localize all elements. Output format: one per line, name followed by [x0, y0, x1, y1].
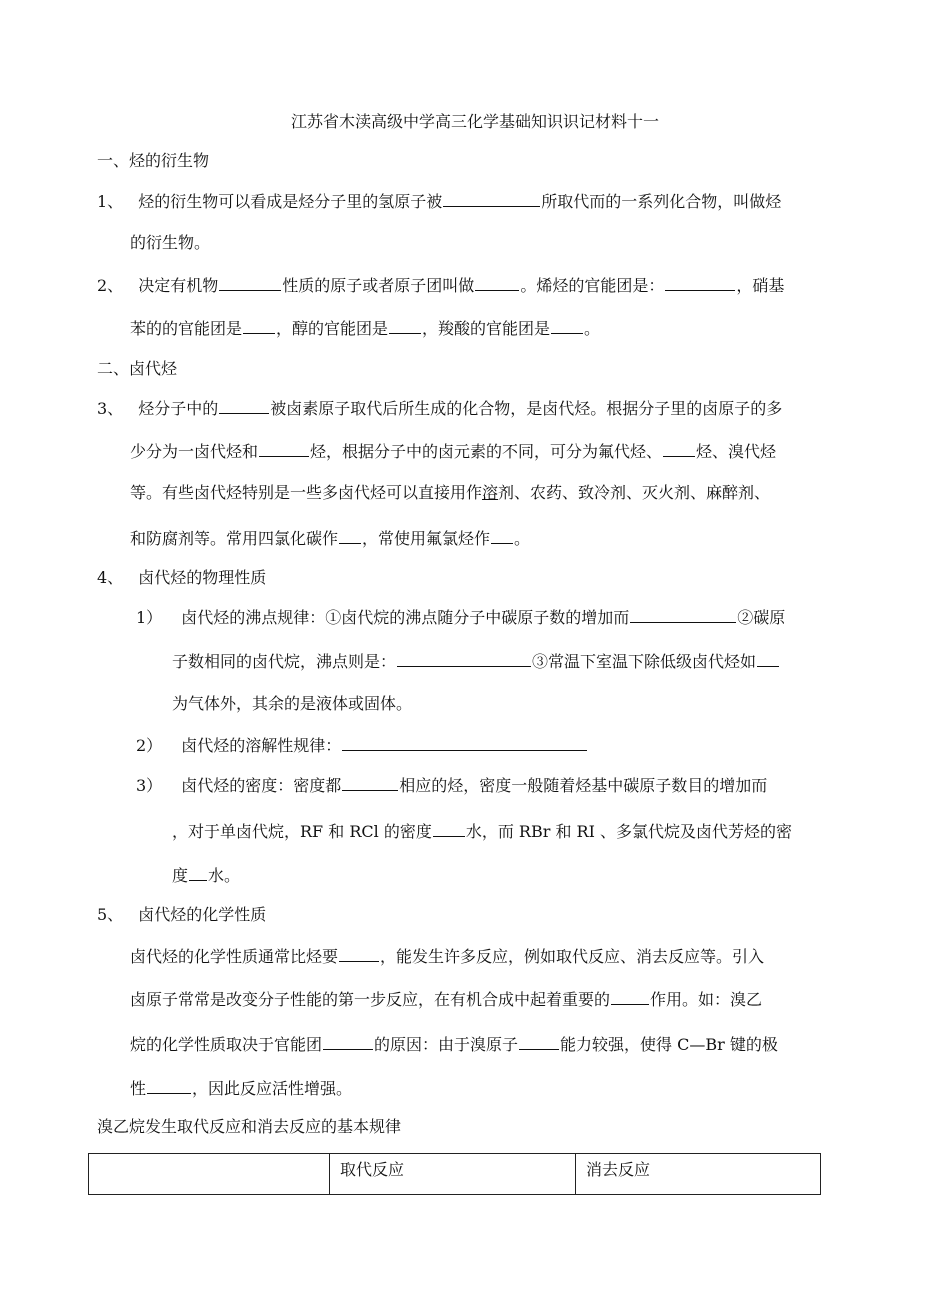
question-4-number: 4、	[97, 568, 124, 587]
table-caption: 溴乙烷发生取代反应和消去反应的基本规律	[97, 1117, 402, 1136]
question-4-2-line-1: 2） 卤代烃的溶解性规律：	[136, 734, 588, 756]
blank[interactable]	[219, 397, 269, 414]
question-2-line-1: 2、 决定有机物 性质的原子或者原子团叫做 。烯烃的官能团是： ，硝基	[97, 276, 785, 295]
section-heading-haloalkanes: 二、卤代烃	[97, 359, 178, 378]
blank[interactable]	[433, 820, 465, 837]
question-2-line-2: 苯的的官能团是 ，醇的官能团是 ，羧酸的官能团是 。	[130, 319, 601, 338]
blank[interactable]	[663, 440, 695, 457]
question-5-heading: 5、 卤代烃的化学性质	[97, 905, 267, 924]
blank[interactable]	[551, 317, 583, 334]
question-4-3-line-3: 度 水。	[172, 866, 241, 885]
blank[interactable]	[475, 274, 519, 291]
question-3-line-1: 3、 烃分子中的 被卤素原子取代后所生成的化合物，是卤代烃。根据分子里的卤原子的多	[97, 399, 783, 418]
table-header-cell	[89, 1154, 330, 1195]
question-4-3-line-2: ，对于单卤代烷，RF 和 RCl 的密度 水，而 RBr 和 RI 、多氯代烷及卤代芳烃的密	[172, 822, 792, 841]
question-3-line-2: 少分为一卤代烃和 烃，根据分子中的卤元素的不同，可分为氟代烃、 烃、溴代烃	[130, 442, 777, 461]
blank[interactable]	[147, 1077, 191, 1094]
blank[interactable]	[339, 945, 379, 962]
table-header-cell: 消去反应	[576, 1154, 821, 1195]
blank[interactable]	[519, 1033, 559, 1050]
blank[interactable]	[219, 274, 281, 291]
blank[interactable]	[665, 274, 735, 291]
question-4-3-line-1: 3） 卤代烃的密度：密度都 相应的烃，密度一般随着烃基中碳原子数目的增加而	[136, 776, 768, 795]
blank[interactable]	[611, 988, 649, 1005]
question-4-heading: 4、 卤代烃的物理性质	[97, 568, 267, 587]
question-5-line-2: 卤原子常常是改变分子性能的第一步反应，在有机合成中起着重要的 作用。如：溴乙	[130, 990, 763, 1009]
question-5-line-3: 烷的化学性质取决于官能团 的原因：由于溴原子 能力较强，使得 C—Br 键的极	[130, 1035, 778, 1054]
blank[interactable]	[389, 317, 421, 334]
question-5-number: 5、	[97, 905, 124, 924]
question-4-1-line-3: 为气体外，其余的是液体或固体。	[172, 694, 413, 713]
blank[interactable]	[397, 650, 531, 667]
question-5-line-4: 性 ，因此反应活性增强。	[130, 1079, 353, 1098]
section-heading-derivatives: 一、烃的衍生物	[97, 151, 210, 170]
question-1-line-1: 1、 烃的衍生物可以看成是烃分子里的氢原子被 所取代而的一系列化合物，叫做烃	[97, 192, 782, 211]
blank[interactable]	[757, 650, 779, 667]
document-title: 江苏省木渎高级中学高三化学基础知识识记材料十一	[290, 112, 659, 131]
blank[interactable]	[491, 527, 513, 544]
question-1-line-2: 的衍生物。	[130, 233, 211, 252]
blank[interactable]	[630, 606, 736, 623]
table-row	[89, 1154, 821, 1195]
blank[interactable]	[323, 1033, 373, 1050]
blank[interactable]	[342, 734, 587, 751]
blank[interactable]	[243, 317, 275, 334]
question-4-1-line-2: 子数相同的卤代烷，沸点则是： ③常温下室温下除低级卤代烃如	[172, 650, 780, 672]
reaction-table	[88, 1153, 821, 1195]
question-3-number: 3、	[97, 399, 124, 418]
table-header-cell: 取代反应	[330, 1154, 576, 1195]
question-5-line-1: 卤代烃的化学性质通常比烃要 ，能发生许多反应，例如取代反应、消去反应等。引入	[130, 947, 765, 966]
blank[interactable]	[339, 527, 361, 544]
blank[interactable]	[443, 190, 540, 207]
question-1-number: 1、	[97, 192, 124, 211]
question-2-number: 2、	[97, 276, 124, 295]
question-3-line-4: 和防腐剂等。常用四氯化碳作 ，常使用氟氯烃作 。	[130, 529, 531, 548]
blank[interactable]	[189, 864, 207, 881]
sub-number: 2）	[136, 736, 163, 755]
question-3-line-3: 等。有些卤代烃特别是一些多卤代烃可以直接用作溶剂、农药、致冷剂、灭火剂、麻醉剂、	[130, 483, 771, 502]
sub-number: 3）	[136, 776, 163, 795]
blank[interactable]	[259, 440, 309, 457]
sub-number: 1）	[136, 608, 163, 627]
blank[interactable]	[342, 774, 398, 791]
question-4-1-line-1: 1） 卤代烃的沸点规律：①卤代烷的沸点随分子中碳原子数的增加而 ②碳原	[136, 608, 786, 627]
